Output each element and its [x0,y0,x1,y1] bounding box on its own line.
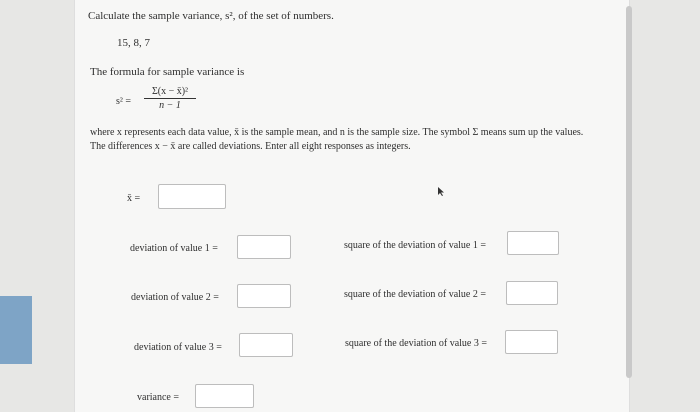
deviation-1-input[interactable] [237,235,291,259]
formula-denominator: n − 1 [159,100,181,111]
deviation-3-input[interactable] [239,333,293,357]
left-accent-bar [0,296,32,364]
deviation-2-label: deviation of value 2 = [131,292,219,303]
mean-label: x̄ = [127,193,141,204]
square-2-input[interactable] [506,281,558,305]
deviation-1-label: deviation of value 1 = [130,243,218,254]
variance-input[interactable] [195,384,254,408]
square-1-label: square of the deviation of value 1 = [344,240,486,251]
formula-explanation: where x represents each data value, x̄ is the sample mean, and n is the sample size. The symbol Σ means sum up the values. The differences x − x̄ are called deviations. Enter all eight responses as integers. [90,127,584,152]
data-set: 15, 8, 7 [117,37,150,49]
square-2-label: square of the deviation of value 2 = [344,289,486,300]
formula-numerator: Σ(x − x̄)² [144,86,196,99]
formula-fraction [144,86,196,111]
mean-input[interactable] [158,184,226,209]
square-3-label: square of the deviation of value 3 = [345,338,487,349]
mouse-pointer-icon [436,186,446,196]
square-1-input[interactable] [507,231,559,255]
scrollbar[interactable] [626,6,632,378]
deviation-2-input[interactable] [237,284,291,308]
formula-lhs: s² = [116,96,132,107]
deviation-3-label: deviation of value 3 = [134,342,222,353]
question-prompt: Calculate the sample variance, s², of the set of numbers. [88,10,334,22]
square-3-input[interactable] [505,330,558,354]
variance-label: variance = [137,392,180,403]
formula-intro: The formula for sample variance is [90,66,245,78]
